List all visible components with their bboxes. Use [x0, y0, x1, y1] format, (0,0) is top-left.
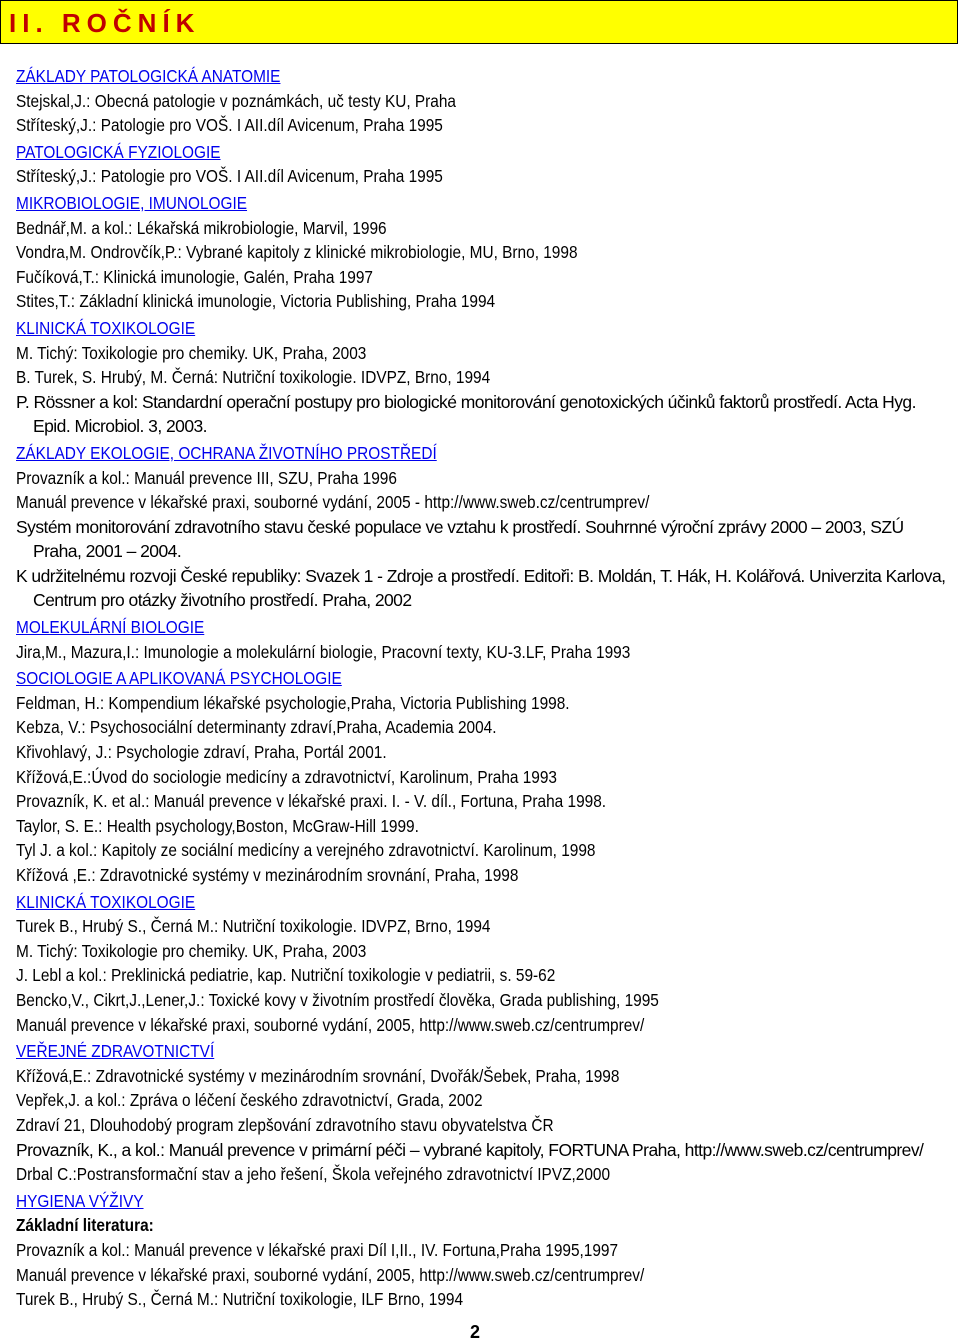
list-item: Turek B., Hrubý S., Černá M.: Nutriční toxikologie. IDVPZ, Brno, 1994 — [16, 916, 491, 937]
list-item: Jira,M., Mazura,I.: Imunologie a molekulární biologie, Pracovní texty, KU-3.LF, Praha 1993 — [16, 641, 631, 662]
list-item: M. Tichý: Toxikologie pro chemiky. UK, Praha, 2003 — [16, 342, 367, 363]
list-item: Kebza, V.: Psychosociální determinanty zdraví,Praha, Academia 2004. — [16, 717, 497, 738]
literature-list — [16, 62, 946, 1312]
list-item: Křížová,E.:Úvod do sociologie medicíny a zdravotnictví, Karolinum, Praha 1993 — [16, 766, 557, 787]
list-item: Provazník, K., a kol.: Manuál prevence v primární péči – vybrané kapitoly, FORTUNA Praha, http://www.sweb.cz/centrumprev/ — [16, 1139, 924, 1160]
section-heading[interactable]: PATOLOGICKÁ FYZIOLOGIE — [16, 141, 221, 162]
section-heading[interactable]: MOLEKULÁRNÍ BIOLOGIE — [16, 617, 205, 638]
list-item: Turek B., Hrubý S., Černá M.: Nutriční toxikologie, ILF Brno, 1994 — [16, 1289, 464, 1310]
list-item: Manuál prevence v lékařské praxi, souborné vydání, 2005, http://www.sweb.cz/centrumprev/ — [16, 1014, 645, 1035]
list-item: Vepřek,J. a kol.: Zpráva o léčení českého zdravotnictví, Grada, 2002 — [16, 1090, 483, 1111]
list-item: Bencko,V., Cikrt,J.,Lener,J.: Toxické kovy v životním prostředí člověka, Grada publishing, 1995 — [16, 989, 659, 1010]
section-heading[interactable]: VEŘEJNÉ ZDRAVOTNICTVÍ — [16, 1041, 215, 1062]
section-heading[interactable]: KLINICKÁ TOXIKOLOGIE — [16, 317, 196, 338]
list-item: Křížová ,E.: Zdravotnické systémy v mezinárodním srovnání, Praha, 1998 — [16, 865, 519, 885]
list-item: Taylor, S. E.: Health psychology,Boston, McGraw-Hill 1999. — [16, 815, 419, 836]
list-item: K udržitelnému rozvoji České republiky: Svazek 1 - Zdroje a prostředí. Editoři: B. Moldán, T. Hák, H. Kolářová. Univerzita Karlova, Centrum pro otázky životního prostředí. Praha, 2002 — [16, 565, 946, 611]
section-heading[interactable]: HYGIENA VÝŽIVY — [16, 1190, 144, 1211]
list-item: Manuál prevence v lékařské praxi, souborné vydání, 2005 - http://www.sweb.cz/centrumprev/ — [16, 492, 650, 513]
list-item: Drbal C.:Postransformační stav a jeho řešení, Škola veřejného zdravotnictví IPVZ,2000 — [16, 1164, 611, 1185]
list-item: Provazník a kol.: Manuál prevence III, SZU, Praha 1996 — [16, 467, 397, 488]
list-item: Bednář,M. a kol.: Lékařská mikrobiologie, Marvil, 1996 — [16, 217, 387, 238]
section-heading[interactable]: ZÁKLADY PATOLOGICKÁ ANATOMIE — [16, 66, 281, 86]
list-item: Stites,T.: Základní klinická imunologie, Victoria Publishing, Praha 1994 — [16, 291, 496, 312]
list-item: Křivohlavý, J.: Psychologie zdraví, Praha, Portál 2001. — [16, 742, 387, 763]
section-heading[interactable]: ZÁKLADY EKOLOGIE, OCHRANA ŽIVOTNÍHO PROSTŘEDÍ — [16, 442, 437, 463]
page-title: II. ROČNÍK — [9, 8, 201, 38]
list-item: M. Tichý: Toxikologie pro chemiky. UK, Praha, 2003 — [16, 940, 367, 961]
list-item: Stejskal,J.: Obecná patologie v poznámkách, uč testy KU, Praha — [16, 90, 456, 111]
section-heading[interactable]: MIKROBIOLOGIE, IMUNOLOGIE — [16, 192, 248, 213]
list-item: Fučíková,T.: Klinická imunologie, Galén, Praha 1997 — [16, 266, 373, 287]
list-item: Vondra,M. Ondrovčík,P.: Vybrané kapitoly z klinické mikrobiologie, MU, Brno, 1998 — [16, 242, 578, 263]
list-item: Manuál prevence v lékařské praxi, souborné vydání, 2005, http://www.sweb.cz/centrumprev/ — [16, 1264, 645, 1285]
list-item: Systém monitorování zdravotního stavu české populace ve vztahu k prostředí. Souhrnné výroční zprávy 2000 – 2003, SZÚ Praha, 2001 – 2004. — [16, 516, 904, 562]
list-item: Křížová,E.: Zdravotnické systémy v mezinárodním srovnání, Dvořák/Šebek, Praha, 1998 — [16, 1065, 620, 1086]
list-item: Stříteský,J.: Patologie pro VOŠ. I AII.díl Avicenum, Praha 1995 — [16, 166, 443, 187]
section-heading[interactable]: KLINICKÁ TOXIKOLOGIE — [16, 891, 196, 912]
list-item: J. Lebl a kol.: Preklinická pediatrie, kap. Nutriční toxikologie v pediatrii, s. 59-62 — [16, 965, 556, 986]
list-item: Zdraví 21, Dlouhodobý program zlepšování zdravotního stavu obyvatelstva ČR — [16, 1114, 554, 1135]
list-item: P. Rössner a kol: Standardní operační postupy pro biologické monitorování genotoxických účinků faktorů prostředí. Acta Hyg. Epid. Microbiol. 3, 2003. — [16, 391, 916, 437]
list-item: Feldman, H.: Kompendium lékařské psychologie,Praha, Victoria Publishing 1998. — [16, 692, 570, 713]
list-item: Stříteský,J.: Patologie pro VOŠ. I AII.díl Avicenum, Praha 1995 — [16, 115, 443, 136]
section-heading[interactable]: SOCIOLOGIE A APLIKOVANÁ PSYCHOLOGIE — [16, 668, 342, 689]
list-item: Provazník, K. et al.: Manuál prevence v lékařské praxi. I. - V. díl., Fortuna, Praha 1998. — [16, 791, 607, 812]
list-item: B. Turek, S. Hrubý, M. Černá: Nutriční toxikologie. IDVPZ, Brno, 1994 — [16, 367, 491, 388]
section-subheading: Základní literatura: — [16, 1215, 154, 1236]
list-item: Tyl J. a kol.: Kapitoly ze sociální medicíny a verejného zdravotnictví. Karolinum, 1998 — [16, 840, 596, 861]
header-bar — [0, 0, 958, 44]
page-number: 2 — [470, 1322, 481, 1342]
list-item: Provazník a kol.: Manuál prevence v lékařské praxi Díl I,II., IV. Fortuna,Praha 1995,1997 — [16, 1239, 619, 1260]
